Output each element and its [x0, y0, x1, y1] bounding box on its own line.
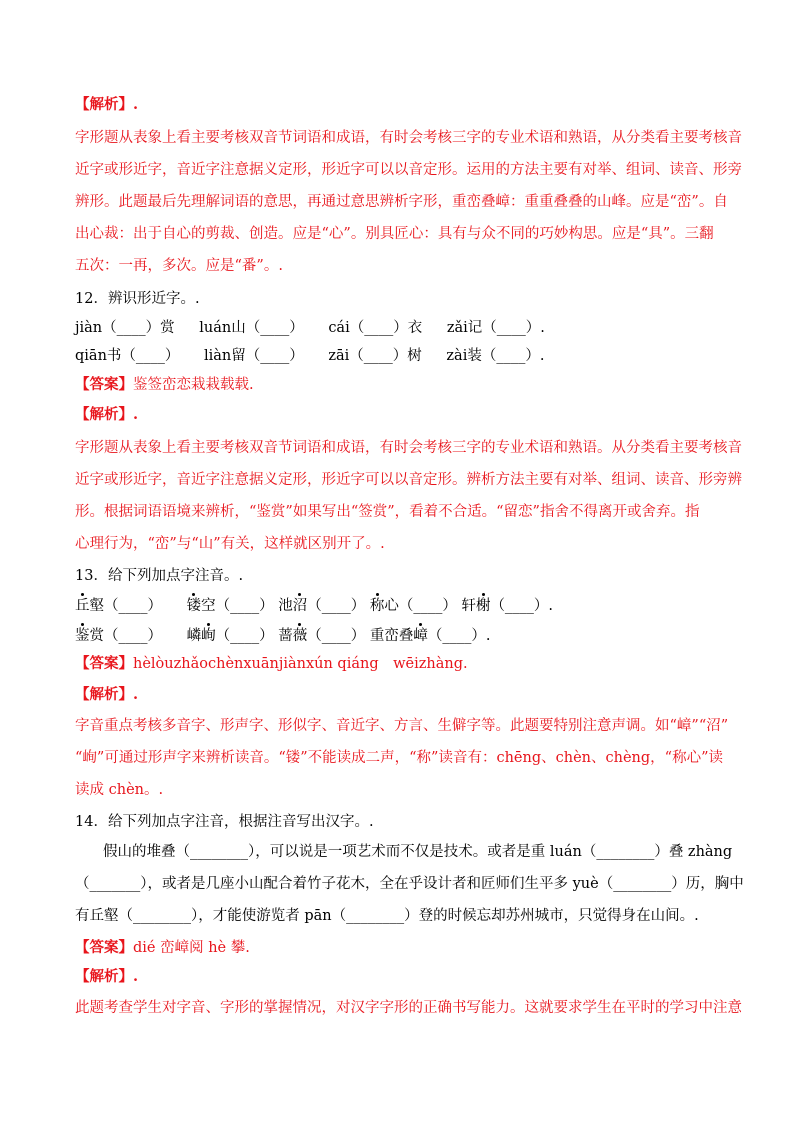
question-13-title: 13．给下列加点字注音。. [75, 568, 244, 584]
answer-text: dié 峦嶂阅 hè 攀. [133, 940, 250, 956]
dotted-item [461, 598, 553, 614]
blank-item: zài装（____）. [446, 348, 545, 364]
answer-text: hèlòuzhǎochènxuānjiànxún qiáng wēizhàng. [133, 656, 468, 672]
dotted-item [187, 598, 274, 614]
dotted-char: 镂 [186, 598, 202, 614]
dotted-char: 丘 [75, 598, 90, 614]
blank-text: 空（____） [201, 598, 274, 614]
analysis-line: 此题考查学生对字音、字形的掌握情况，对汉字字形的正确书写能力。这就要求学生在平时的学习中注意 [75, 1000, 742, 1016]
analysis-line: 字形题从表象上看主要考核双音节词语和成语，有时会考核三字的专业术语和熟语。从分类看主要考核音 [75, 440, 742, 456]
dotted-item [278, 628, 365, 644]
blank-item: zǎi记（____）. [446, 320, 545, 336]
dotted-item [278, 598, 365, 614]
dotted-item [75, 598, 162, 614]
dotted-item [370, 628, 491, 644]
dotted-item [75, 628, 162, 644]
analysis-line: 字音重点考核多音字、形声字、形似字、音近字、方言、生僻字等。此题要特别注意声调。如“嶂”“沼” [75, 718, 729, 734]
blank-text: 赏（____） [89, 628, 162, 644]
blank-item: luán山（____） [199, 320, 304, 336]
answer-label: 【答案】 [75, 939, 133, 956]
dotted-char: 榭 [475, 598, 491, 614]
blank-text: （____）. [427, 628, 491, 644]
blank-item: jiàn（____）赏 [75, 320, 175, 336]
blank-item: zāi（____）树 [328, 348, 422, 364]
question-13-row-1 [75, 596, 725, 616]
dotted-char: 称 [369, 598, 385, 614]
answer-12 [75, 375, 725, 395]
dotted-char: 沼 [292, 598, 308, 614]
answer-label: 【答案】 [75, 376, 133, 393]
analysis-line: 近字或形近字，音近字注意据义定形，形近字可以以音定形。运用的方法主要有对举、组词、读音、形旁 [75, 162, 742, 178]
analysis-line: “峋”可通过形声字来辨析读音。“镂”不能读成二声，“称”读音有：chēng、chèn、chèng，“称心”读 [75, 750, 724, 766]
analysis-label: 【解析】. [75, 96, 139, 113]
analysis-line: 读成 chèn。. [75, 782, 164, 798]
dotted-item [187, 628, 274, 644]
blank-text: （____） [307, 598, 366, 614]
analysis-line: 五次：一再，多次。应是“番”。. [75, 258, 283, 274]
dotted-char: 薇 [292, 628, 308, 644]
question-14-line: 假山的堆叠（________），可以说是一项艺术而不仅是技术。或者是重 luán（________）叠 zhàng [103, 844, 733, 860]
analysis-line: 出心裁：出于自心的剪裁、创造。应是“心”。别具匠心：具有与众不同的巧妙构思。应是“具”。三翻 [75, 226, 714, 242]
plain-char: 蔷 [278, 628, 293, 644]
analysis-line: 近字或形近字，音近字注意据义定形，形近字可以以音定形。辨析方法主要有对举、组词、读音、形旁辨 [75, 472, 742, 488]
question-12-row-1 [75, 318, 725, 338]
analysis-label: 【解析】. [75, 686, 139, 703]
analysis-line: 心理行为，“峦”与“山”有关，这样就区别开了。. [75, 536, 385, 552]
answer-14 [75, 938, 725, 958]
plain-char: 轩 [461, 598, 476, 614]
blank-text: （____）. [490, 598, 554, 614]
question-12-title: 12．辨识形近字。. [75, 291, 200, 307]
answer-label: 【答案】 [75, 655, 133, 672]
analysis-line: 辨形。此题最后先理解词语的意思，再通过意思辨析字形，重峦叠嶂：重重叠叠的山峰。应是“峦”。自 [75, 194, 728, 210]
answer-text: 鉴签峦恋栽栽载载. [133, 377, 254, 393]
question-12-row-2 [75, 346, 725, 366]
analysis-label: 【解析】. [75, 968, 139, 985]
plain-char: 重峦叠 [369, 628, 414, 644]
analysis-label: 【解析】. [75, 406, 139, 423]
blank-text: （____） [307, 628, 366, 644]
question-13-row-2 [75, 626, 725, 646]
plain-char: 池 [278, 598, 293, 614]
blank-item: cái（____）衣 [328, 320, 423, 336]
blank-item: qiān书（____） [75, 348, 180, 364]
dotted-char: 嶂 [413, 628, 428, 644]
dotted-char: 峋 [201, 628, 216, 644]
question-14-title: 14．给下列加点字注音，根据注音写出汉字。. [75, 814, 374, 830]
blank-text: 壑（____） [89, 598, 162, 614]
dotted-char: 鉴 [75, 628, 90, 644]
plain-char: 嶙 [186, 628, 202, 644]
analysis-line: 形。根据词语语境来辨析，“鉴赏”如果写出“签赏”，看着不合适。“留恋”指舍不得离开或舍弃。指 [75, 504, 700, 520]
blank-text: （____） [215, 628, 274, 644]
blank-item: liàn留（____） [204, 348, 304, 364]
blank-text: 心（____） [384, 598, 457, 614]
answer-13 [75, 654, 725, 674]
question-14-line: 有丘壑（________），才能使游览者 pān（________）登的时候忘却苏州城市，只觉得身在山间。. [75, 908, 699, 924]
question-14-line: （_______），或者是几座小山配合着竹子花木，全在乎设计者和匠师们生平多 yuè（________）历，胸中 [75, 876, 744, 892]
dotted-item [370, 598, 457, 614]
analysis-line: 字形题从表象上看主要考核双音节词语和成语，有时会考核三字的专业术语和熟语，从分类看主要考核音 [75, 130, 742, 146]
